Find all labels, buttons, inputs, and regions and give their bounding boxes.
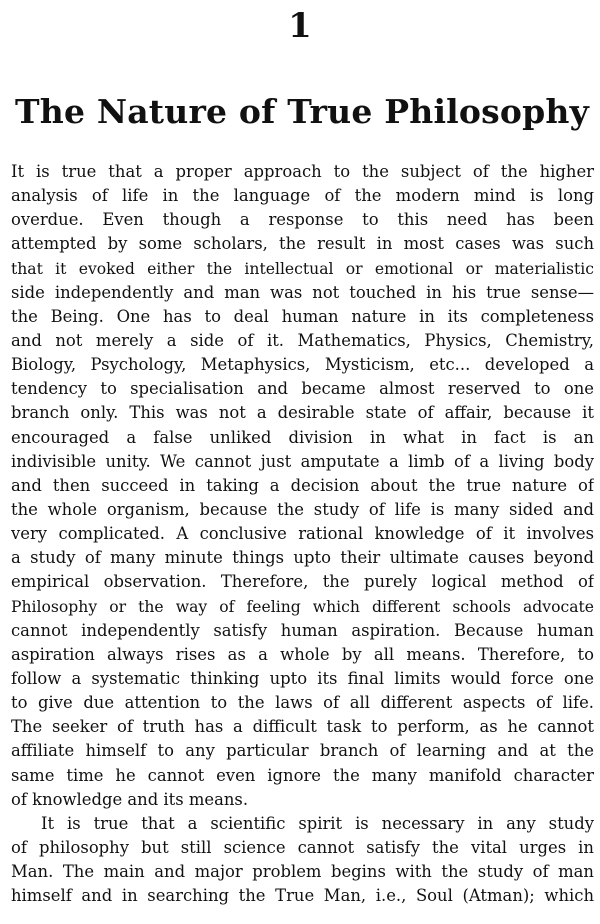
text-line: aspiration always rises as a whole by all means. Therefore, to	[11, 644, 594, 664]
text-line: Man. The main and major problem begins with the study of man	[11, 862, 594, 882]
text-line: himself and in searching the True Man, i.e., Soul (Atman); which	[11, 886, 594, 906]
text-line: indivisible unity. We cannot just amputate a limb of a living body	[11, 451, 594, 471]
text-line: Philosophy or the way of feeling which different schools advocate	[11, 597, 594, 616]
text-line: analysis of life in the language of the modern mind is long	[11, 186, 594, 206]
text-line: The seeker of truth has a difficult task to perform, as he cannot	[11, 717, 594, 737]
text-line: encouraged a false unliked division in what in fact is an	[11, 427, 594, 447]
text-line: It is true that a proper approach to the subject of the higher	[11, 162, 594, 181]
text-line: cannot independently satisfy human aspiration. Because human	[11, 620, 594, 640]
text-line: affiliate himself to any particular branch of learning and at the	[11, 741, 594, 761]
text-line: and then succeed in taking a decision about the true nature of	[11, 475, 594, 495]
text-line: Biology, Psychology, Metaphysics, Mysticism, etc... developed a	[11, 355, 594, 375]
text-line: the whole organism, because the study of life is many sided and	[11, 499, 594, 519]
text-line: that it evoked either the intellectual or emotional or materialistic	[11, 259, 594, 278]
text-line: tendency to specialisation and became almost reserved to one	[11, 379, 594, 399]
text-line: same time he cannot even ignore the many manifold character	[11, 765, 594, 785]
text-line: of knowledge and its means.	[11, 789, 249, 809]
text-line: attempted by some scholars, the result in most cases was such	[11, 234, 594, 254]
text-line: empirical observation. Therefore, the purely logical method of	[11, 572, 594, 592]
body-text	[11, 160, 594, 908]
text-line: the Being. One has to deal human nature in its completeness	[11, 306, 594, 326]
text-line: and not merely a side of it. Mathematics, Physics, Chemistry,	[11, 330, 594, 350]
text-line: follow a systematic thinking upto its final limits would force one	[11, 668, 594, 688]
text-line: to give due attention to the laws of all different aspects of life.	[11, 693, 594, 713]
chapter-title: The Nature of True Philosophy	[15, 92, 589, 131]
text-line: of philosophy but still science cannot satisfy the vital urges in	[11, 837, 594, 857]
text-line: It is true that a scientific spirit is necessary in any study	[41, 813, 594, 833]
text-line: side independently and man was not touched in his true sense—	[11, 282, 594, 302]
text-line: branch only. This was not a desirable state of affair, because it	[11, 403, 594, 423]
text-line: a study of many minute things upto their ultimate causes beyond	[11, 548, 594, 568]
chapter-number: 1	[288, 6, 312, 46]
text-line: very complicated. A conclusive rational knowledge of it involves	[11, 524, 594, 544]
text-line: overdue. Even though a response to this need has been	[11, 210, 594, 230]
